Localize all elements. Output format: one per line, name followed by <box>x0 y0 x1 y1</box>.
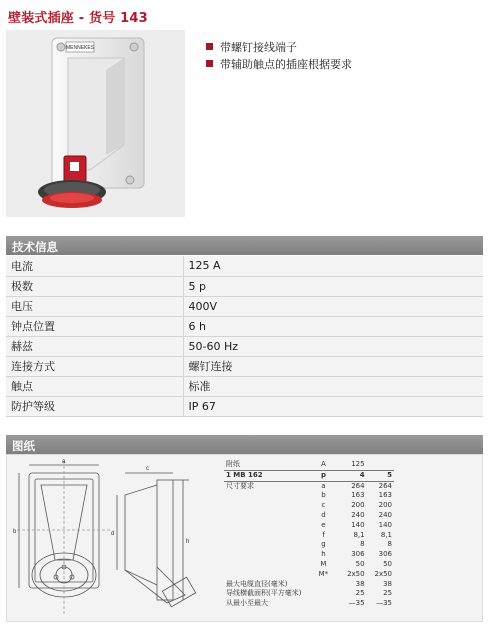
dimension-cell: 264 <box>378 481 392 490</box>
dimension-cell: —35 <box>348 599 365 608</box>
spec-label: 防护等级 <box>6 396 183 416</box>
spec-label: 赫兹 <box>6 336 183 356</box>
dimension-row <box>224 599 394 609</box>
spec-label: 钟点位置 <box>6 316 183 336</box>
dimension-row <box>224 481 394 491</box>
dimension-cell: 25 <box>355 589 365 598</box>
bullet-icon <box>206 43 213 50</box>
dimension-cell: 200 <box>378 501 392 510</box>
dimension-cell: A <box>308 460 340 470</box>
dimension-row <box>224 521 394 531</box>
dimension-cell: M <box>320 559 327 568</box>
svg-text:h: h <box>186 539 190 545</box>
dimension-cell: 5 <box>367 470 394 481</box>
wall-socket-photo <box>6 30 185 217</box>
dimension-cell <box>224 550 308 560</box>
dimension-cell <box>224 560 308 570</box>
spec-row <box>6 336 483 356</box>
dimension-row <box>224 580 394 590</box>
spec-row <box>6 316 483 336</box>
dimension-cell: 140 <box>351 520 365 529</box>
spec-value: IP 67 <box>183 396 483 416</box>
spec-value: 125 A <box>183 256 483 276</box>
dimension-row <box>224 460 394 470</box>
dimension-cell: 导线横截面积(平方毫米) <box>226 589 302 598</box>
dimension-cell: d <box>321 510 326 519</box>
dimension-cell: 尺寸要求 <box>226 481 254 490</box>
spec-value: 螺钉连接 <box>183 356 483 376</box>
dimension-cell <box>224 540 308 550</box>
dimension-cell: 240 <box>351 510 365 519</box>
dimension-cell: 从最小至最大 <box>226 599 268 608</box>
spec-row <box>6 276 483 296</box>
dimension-cell: 50 <box>355 559 365 568</box>
dimension-cell: 200 <box>351 501 365 510</box>
page-title: 壁装式插座 - 货号 143 <box>8 11 148 26</box>
dimension-cell: 1 MB 162 <box>224 470 308 481</box>
dimension-cell <box>224 531 308 541</box>
dimension-cell <box>308 599 340 609</box>
dimension-row <box>224 531 394 541</box>
spec-label: 连接方式 <box>6 356 183 376</box>
dimension-cell: 2x50 <box>374 569 392 578</box>
svg-text:MENNEKES: MENNEKES <box>65 45 95 51</box>
dimension-table <box>224 460 394 609</box>
dimension-cell: 最大电缆直径(毫米) <box>226 579 288 588</box>
dimension-cell <box>224 501 308 511</box>
dimension-row <box>224 501 394 511</box>
drawing-section-heading: 图纸 <box>6 435 483 454</box>
dimension-cell: 306 <box>378 550 392 559</box>
spec-row <box>6 376 483 396</box>
dimension-row <box>224 511 394 521</box>
dimension-cell <box>224 491 308 501</box>
dimension-cell: 38 <box>355 579 365 588</box>
spec-value: 5 p <box>183 276 483 296</box>
dimension-row <box>224 540 394 550</box>
dimension-cell: 4 <box>339 470 366 481</box>
spec-table <box>6 256 483 417</box>
spec-label: 电压 <box>6 296 183 316</box>
spec-label: 触点 <box>6 376 183 396</box>
svg-text:d: d <box>111 531 115 537</box>
dimension-cell <box>308 580 340 590</box>
dimension-cell: 306 <box>351 550 365 559</box>
feature-item: 带辅助触点的插座根据要求 <box>206 55 352 72</box>
dimension-cell <box>308 589 340 599</box>
dimension-cell: 8,1 <box>353 530 365 539</box>
dimension-cell: p <box>308 470 340 481</box>
spec-label: 极数 <box>6 276 183 296</box>
svg-text:b: b <box>13 529 17 535</box>
spec-row <box>6 296 483 316</box>
spec-value: 400V <box>183 296 483 316</box>
dimension-row <box>224 491 394 501</box>
spec-row <box>6 256 483 276</box>
dimension-cell: 140 <box>378 520 392 529</box>
dimension-cell: h <box>321 550 326 559</box>
spec-value: 6 h <box>183 316 483 336</box>
dimension-cell: 附纸 <box>224 460 308 470</box>
dimension-cell: 125 <box>339 460 366 470</box>
dimension-cell: 8 <box>387 540 392 549</box>
dimension-cell: M* <box>318 569 329 578</box>
dimension-row <box>224 570 394 580</box>
dimension-cell: 8 <box>360 540 365 549</box>
dimension-row <box>224 589 394 599</box>
dimension-cell: 2x50 <box>347 569 365 578</box>
bullet-icon <box>206 60 213 67</box>
dimension-cell: a <box>321 481 326 490</box>
svg-text:a: a <box>62 459 66 465</box>
dimension-cell: 8,1 <box>380 530 392 539</box>
product-photo <box>6 30 185 217</box>
dimension-row <box>224 560 394 570</box>
dimension-cell: 25 <box>383 589 392 598</box>
feature-item: 带螺钉接线端子 <box>206 38 352 55</box>
spec-label: 电流 <box>6 256 183 276</box>
dimension-cell: e <box>321 520 326 529</box>
dimension-cell: —35 <box>376 599 392 608</box>
dimension-cell <box>224 570 308 580</box>
dimension-cell <box>367 460 394 470</box>
dimension-cell: b <box>321 491 326 500</box>
spec-row <box>6 396 483 416</box>
dimension-cell: 240 <box>378 510 392 519</box>
dimension-row <box>224 470 394 481</box>
dimension-cell: 264 <box>351 481 365 490</box>
svg-text:c: c <box>146 466 149 472</box>
dimension-cell <box>224 521 308 531</box>
dimension-cell: 163 <box>351 491 365 500</box>
technical-drawing-svg <box>7 455 222 621</box>
dimension-cell: g <box>321 540 326 549</box>
dimension-cell: 38 <box>383 579 392 588</box>
dimension-cell: 50 <box>383 559 392 568</box>
spec-section-heading: 技术信息 <box>6 236 483 255</box>
dimension-cell: f <box>322 530 325 539</box>
dimension-row <box>224 550 394 560</box>
dimension-cell <box>224 511 308 521</box>
dimension-cell: 163 <box>378 491 392 500</box>
feature-list <box>206 38 352 72</box>
spec-value: 标准 <box>183 376 483 396</box>
spec-value: 50-60 Hz <box>183 336 483 356</box>
dimension-cell: c <box>321 501 326 510</box>
spec-row <box>6 356 483 376</box>
